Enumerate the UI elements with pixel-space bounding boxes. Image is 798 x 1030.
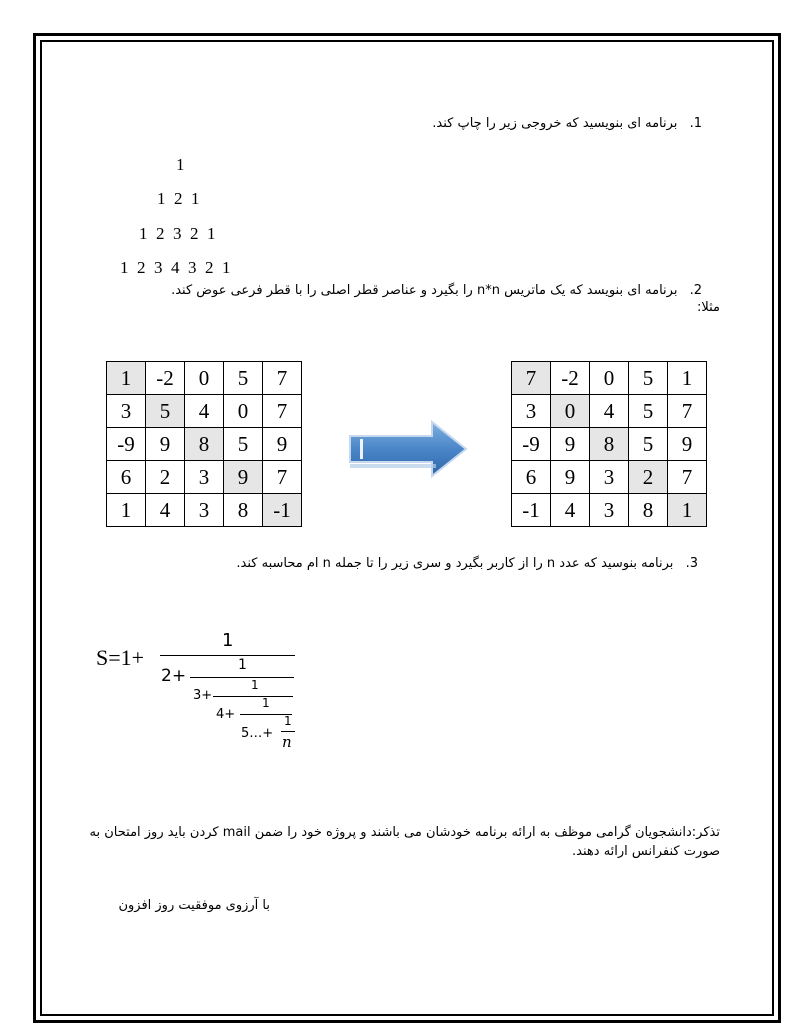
right-arrow-icon — [348, 418, 472, 480]
matrix-cell: 9 — [668, 428, 707, 461]
formula-term: 2+ — [161, 666, 187, 686]
matrix-row — [107, 395, 302, 428]
matrix-cell: 0 — [551, 395, 590, 428]
question-2 — [171, 283, 702, 298]
formula-numerator: 1 — [222, 630, 234, 651]
question-1-text: برنامه ای بنویسید که خروجی زیر را چاپ کند. — [432, 116, 678, 131]
question-2-number: 2. — [689, 283, 702, 298]
matrix-after — [511, 361, 707, 527]
matrix-row — [512, 461, 707, 494]
matrix-cell: 7 — [263, 461, 302, 494]
closing-message: با آرزوی موفقیت روز افزون — [118, 898, 270, 913]
fraction-bar — [160, 655, 295, 656]
matrix-row — [512, 494, 707, 527]
matrix-cell: -2 — [146, 362, 185, 395]
fraction-bar — [213, 696, 293, 697]
matrix-row — [512, 428, 707, 461]
matrix-cell: 7 — [668, 461, 707, 494]
matrix-cell: 5 — [629, 428, 668, 461]
matrix-cell: 9 — [551, 461, 590, 494]
matrix-cell: 7 — [263, 395, 302, 428]
matrix-cell: 4 — [590, 395, 629, 428]
matrix-cell: 2 — [146, 461, 185, 494]
matrix-row — [107, 461, 302, 494]
matrix-cell: 7 — [263, 362, 302, 395]
pyramid-row-1: 1 — [176, 155, 185, 174]
matrix-cell: 1 — [107, 362, 146, 395]
matrix-row — [512, 395, 707, 428]
question-3-number: 3. — [685, 556, 698, 571]
pyramid-row-4: 1 2 3 4 3 2 1 — [120, 258, 231, 277]
matrix-cell: 8 — [224, 494, 263, 527]
example-label: مثلا: — [696, 300, 720, 315]
matrix-cell: 5 — [146, 395, 185, 428]
matrix-cell: 5 — [629, 395, 668, 428]
matrix-cell: 6 — [107, 461, 146, 494]
matrix-cell: 3 — [590, 461, 629, 494]
matrix-cell: 0 — [185, 362, 224, 395]
matrix-row — [512, 362, 707, 395]
formula-numerator: 1 — [284, 714, 292, 728]
matrix-cell: 8 — [629, 494, 668, 527]
matrix-before — [106, 361, 302, 527]
matrix-cell: 3 — [512, 395, 551, 428]
question-3-text: برنامه بنوسید که عدد n را از کاربر بگیرد و سری زیر را تا جمله n ام محاسبه کند. — [236, 556, 674, 571]
question-2-text: برنامه ای بنویسد که یک ماتریس n*n را بگیرد و عناصر قطر اصلی را با قطر فرعی عوض کند. — [171, 283, 678, 298]
matrix-cell: 3 — [590, 494, 629, 527]
pyramid-row-3: 1 2 3 2 1 — [139, 224, 216, 243]
question-1 — [432, 116, 702, 131]
page-border-inner — [40, 40, 774, 1016]
matrix-cell: 1 — [668, 494, 707, 527]
note-line-2: صورت کنفرانس ارائه دهند. — [572, 844, 720, 859]
matrix-cell: 2 — [629, 461, 668, 494]
matrix-cell: 9 — [146, 428, 185, 461]
matrix-row — [107, 362, 302, 395]
matrix-cell: 9 — [263, 428, 302, 461]
matrix-cell: 4 — [146, 494, 185, 527]
pyramid-row-2: 1 2 1 — [157, 189, 200, 208]
formula-term: 4+ — [216, 707, 236, 722]
matrix-cell: 9 — [224, 461, 263, 494]
matrix-cell: 3 — [185, 461, 224, 494]
matrix-cell: 7 — [668, 395, 707, 428]
formula-term: 5…+ — [241, 726, 274, 741]
matrix-row — [107, 428, 302, 461]
matrix-cell: 5 — [224, 428, 263, 461]
matrix-cell: 1 — [668, 362, 707, 395]
matrix-cell: 0 — [590, 362, 629, 395]
note-line-1: تذکر:دانشجویان گرامی موظف به ارائه برنامه خودشان می باشند و پروژه خود را ضمن mail کردن باید روز امتحان به — [89, 825, 720, 840]
matrix-cell: -1 — [512, 494, 551, 527]
question-1-number: 1. — [689, 116, 702, 131]
formula-numerator: 1 — [251, 678, 259, 692]
formula-term: 3+ — [193, 688, 213, 703]
matrix-cell: -9 — [512, 428, 551, 461]
formula-numerator: 1 — [238, 657, 247, 673]
fraction-bar — [281, 731, 295, 732]
matrix-cell: 5 — [224, 362, 263, 395]
formula-lhs: S=1+ — [96, 645, 145, 670]
formula-numerator: 1 — [262, 696, 270, 710]
matrix-cell: 3 — [107, 395, 146, 428]
matrix-cell: 6 — [512, 461, 551, 494]
formula-last-denominator: n — [282, 733, 292, 751]
matrix-cell: 4 — [185, 395, 224, 428]
matrix-cell: 8 — [185, 428, 224, 461]
matrix-cell: 9 — [551, 428, 590, 461]
matrix-cell: 5 — [629, 362, 668, 395]
fraction-bar — [190, 677, 294, 678]
question-3 — [236, 556, 698, 571]
matrix-cell: -1 — [263, 494, 302, 527]
matrix-cell: -2 — [551, 362, 590, 395]
matrix-cell: 0 — [224, 395, 263, 428]
matrix-cell: 3 — [185, 494, 224, 527]
matrix-cell: 1 — [107, 494, 146, 527]
matrix-cell: 4 — [551, 494, 590, 527]
matrix-cell: -9 — [107, 428, 146, 461]
matrix-row — [107, 494, 302, 527]
matrix-cell: 8 — [590, 428, 629, 461]
matrix-cell: 7 — [512, 362, 551, 395]
